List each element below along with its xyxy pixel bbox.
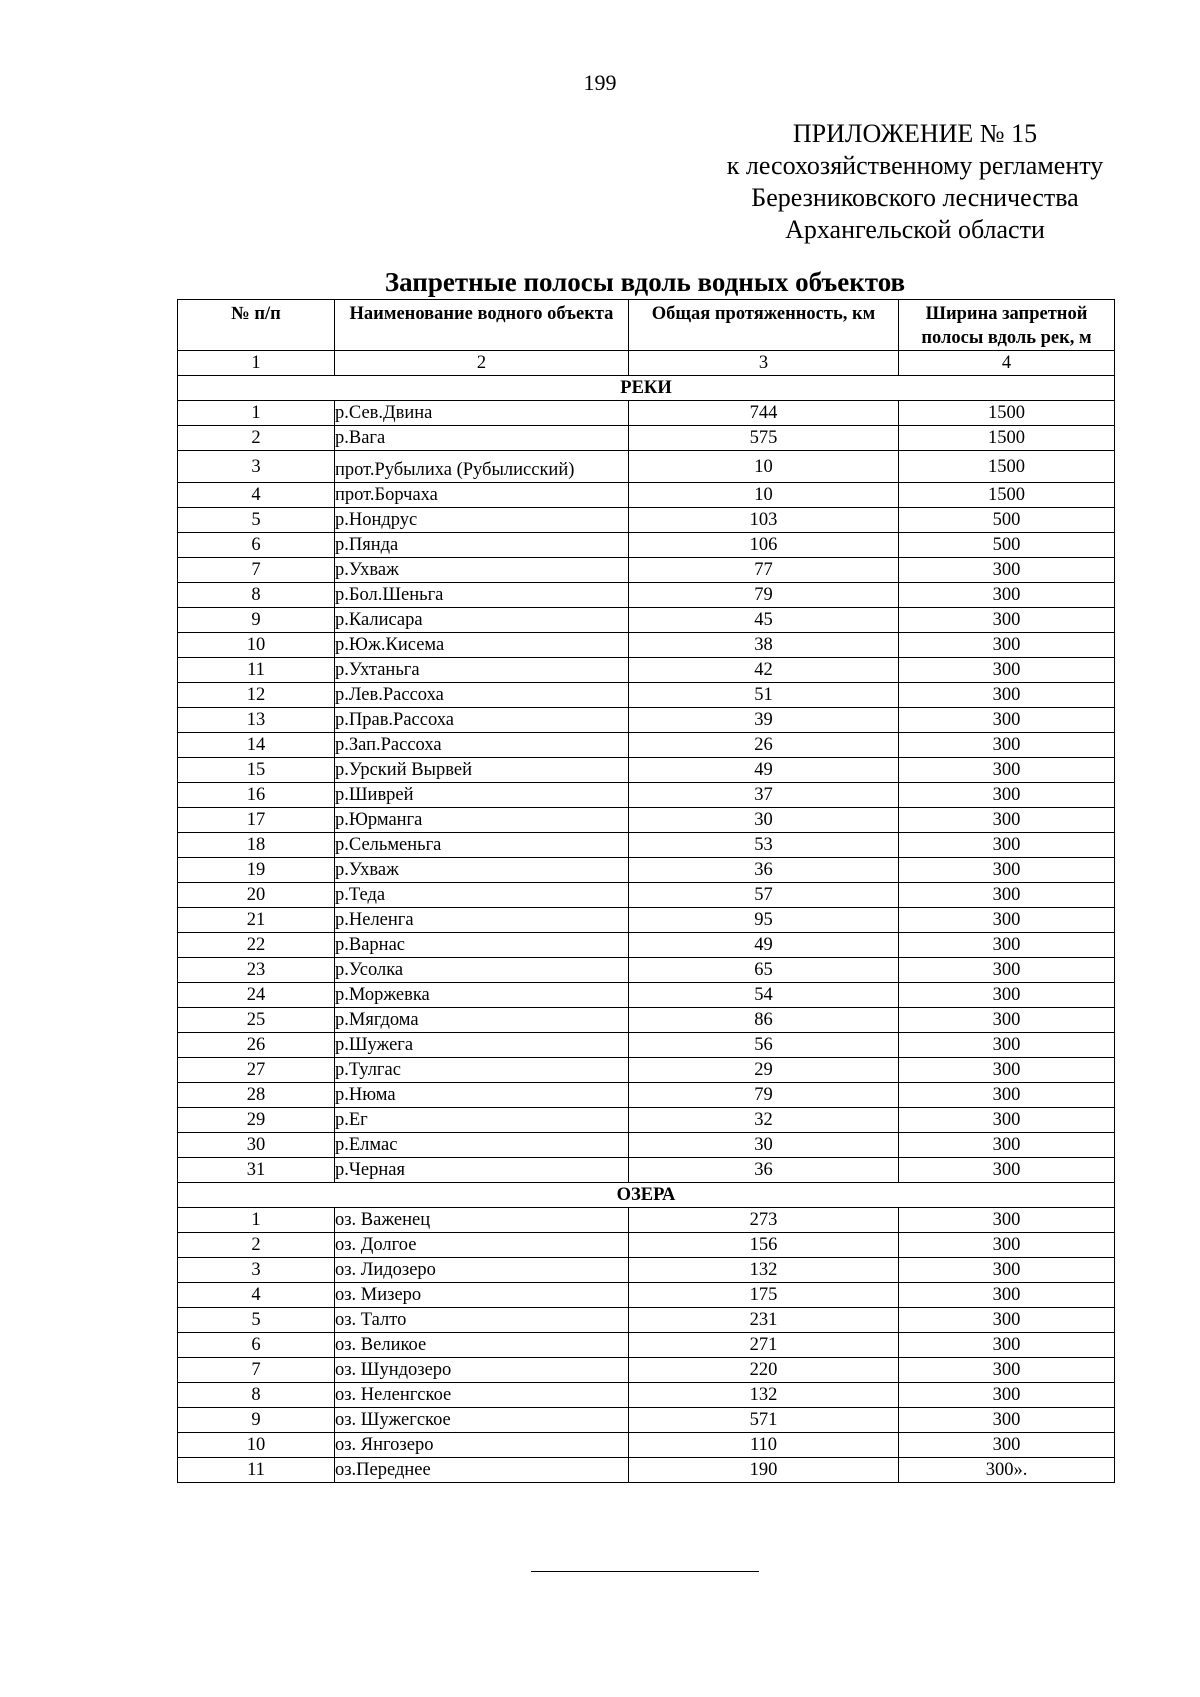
table-row bbox=[178, 658, 1115, 683]
row-index: 31 bbox=[178, 1158, 335, 1183]
table-row bbox=[178, 1408, 1115, 1433]
row-object-name: оз. Долгое bbox=[335, 1233, 629, 1258]
row-object-name: р.Бол.Шеньга bbox=[335, 583, 629, 608]
row-length: 36 bbox=[629, 858, 899, 883]
row-length: 77 bbox=[629, 558, 899, 583]
row-index: 7 bbox=[178, 558, 335, 583]
row-width: 300 bbox=[899, 783, 1115, 808]
row-index: 27 bbox=[178, 1058, 335, 1083]
row-width: 300 bbox=[899, 833, 1115, 858]
row-index: 15 bbox=[178, 758, 335, 783]
row-index: 1 bbox=[178, 1208, 335, 1233]
row-object-name: оз. Мизеро bbox=[335, 1283, 629, 1308]
section-label-rivers: РЕКИ bbox=[178, 376, 1115, 401]
table-row bbox=[178, 508, 1115, 533]
row-index: 3 bbox=[178, 1258, 335, 1283]
table-row bbox=[178, 1208, 1115, 1233]
row-index: 5 bbox=[178, 1308, 335, 1333]
table-row bbox=[178, 758, 1115, 783]
table-row bbox=[178, 683, 1115, 708]
appendix-region: Архангельской области bbox=[785, 215, 1045, 244]
row-object-name: р.Шужега bbox=[335, 1033, 629, 1058]
row-index: 6 bbox=[178, 533, 335, 558]
row-length: 56 bbox=[629, 1033, 899, 1058]
row-length: 86 bbox=[629, 1008, 899, 1033]
row-length: 110 bbox=[629, 1433, 899, 1458]
row-length: 79 bbox=[629, 583, 899, 608]
row-object-name: р.Зап.Рассоха bbox=[335, 733, 629, 758]
row-length: 744 bbox=[629, 401, 899, 426]
row-object-name: р.Лев.Рассоха bbox=[335, 683, 629, 708]
row-length: 273 bbox=[629, 1208, 899, 1233]
row-object-name: оз.Переднее bbox=[335, 1458, 629, 1483]
row-width: 300 bbox=[899, 958, 1115, 983]
row-index: 13 bbox=[178, 708, 335, 733]
row-index: 9 bbox=[178, 1408, 335, 1433]
row-object-name: р.Теда bbox=[335, 883, 629, 908]
row-index: 10 bbox=[178, 633, 335, 658]
row-length: 51 bbox=[629, 683, 899, 708]
row-index: 23 bbox=[178, 958, 335, 983]
section-label-lakes: ОЗЕРА bbox=[178, 1183, 1115, 1208]
row-object-name: р.Мягдома bbox=[335, 1008, 629, 1033]
row-width: 300 bbox=[899, 558, 1115, 583]
row-object-name: р.Тулгас bbox=[335, 1058, 629, 1083]
row-object-name: р.Варнас bbox=[335, 933, 629, 958]
row-width: 300 bbox=[899, 733, 1115, 758]
row-object-name: оз. Шужегское bbox=[335, 1408, 629, 1433]
row-length: 38 bbox=[629, 633, 899, 658]
row-length: 36 bbox=[629, 1158, 899, 1183]
row-width: 300 bbox=[899, 1208, 1115, 1233]
row-width: 1500 bbox=[899, 401, 1115, 426]
table-row bbox=[178, 1033, 1115, 1058]
row-width: 300 bbox=[899, 1083, 1115, 1108]
row-width: 300 bbox=[899, 1108, 1115, 1133]
row-object-name: р.Калисара bbox=[335, 608, 629, 633]
row-index: 8 bbox=[178, 1383, 335, 1408]
page-number: 199 bbox=[583, 70, 617, 95]
row-object-name: р.Моржевка bbox=[335, 983, 629, 1008]
row-length: 49 bbox=[629, 933, 899, 958]
water-objects-table bbox=[177, 299, 1115, 1483]
row-length: 132 bbox=[629, 1383, 899, 1408]
row-length: 29 bbox=[629, 1058, 899, 1083]
table-row bbox=[178, 533, 1115, 558]
table-row bbox=[178, 1158, 1115, 1183]
table-row bbox=[178, 1333, 1115, 1358]
row-width: 300 bbox=[899, 1133, 1115, 1158]
row-length: 53 bbox=[629, 833, 899, 858]
row-index: 1 bbox=[178, 401, 335, 426]
table-row bbox=[178, 1083, 1115, 1108]
table-row bbox=[178, 783, 1115, 808]
row-index: 10 bbox=[178, 1433, 335, 1458]
row-index: 21 bbox=[178, 908, 335, 933]
row-index: 11 bbox=[178, 1458, 335, 1483]
row-width: 300 bbox=[899, 1058, 1115, 1083]
table-row bbox=[178, 1133, 1115, 1158]
row-index: 5 bbox=[178, 508, 335, 533]
row-index: 11 bbox=[178, 658, 335, 683]
column-number: 1 bbox=[178, 351, 335, 376]
row-index: 19 bbox=[178, 858, 335, 883]
row-width: 300 bbox=[899, 1033, 1115, 1058]
header-length: Общая протяженность, км bbox=[629, 300, 899, 351]
row-object-name: р.Ухваж bbox=[335, 558, 629, 583]
row-object-name: р.Юж.Кисема bbox=[335, 633, 629, 658]
row-index: 24 bbox=[178, 983, 335, 1008]
column-number: 2 bbox=[335, 351, 629, 376]
row-width: 300 bbox=[899, 1383, 1115, 1408]
row-width: 300 bbox=[899, 708, 1115, 733]
row-index: 4 bbox=[178, 1283, 335, 1308]
row-width: 300 bbox=[899, 883, 1115, 908]
row-length: 220 bbox=[629, 1358, 899, 1383]
table-row bbox=[178, 983, 1115, 1008]
row-length: 57 bbox=[629, 883, 899, 908]
row-index: 4 bbox=[178, 483, 335, 508]
row-length: 32 bbox=[629, 1108, 899, 1133]
row-width: 300 bbox=[899, 1233, 1115, 1258]
table-row bbox=[178, 1258, 1115, 1283]
table-row bbox=[178, 583, 1115, 608]
row-width: 300 bbox=[899, 1283, 1115, 1308]
row-object-name: р.Прав.Рассоха bbox=[335, 708, 629, 733]
row-index: 9 bbox=[178, 608, 335, 633]
row-object-name: р.Ухваж bbox=[335, 858, 629, 883]
row-index: 30 bbox=[178, 1133, 335, 1158]
table-row bbox=[178, 1008, 1115, 1033]
row-width: 300 bbox=[899, 1158, 1115, 1183]
row-object-name: р.Нондрус bbox=[335, 508, 629, 533]
header-name: Наименование водного объекта bbox=[335, 300, 629, 351]
row-length: 156 bbox=[629, 1233, 899, 1258]
row-object-name: р.Неленга bbox=[335, 908, 629, 933]
row-object-name: оз. Шундозеро bbox=[335, 1358, 629, 1383]
section-row-rivers bbox=[178, 376, 1115, 401]
row-index: 12 bbox=[178, 683, 335, 708]
row-object-name: р.Усолка bbox=[335, 958, 629, 983]
table-row bbox=[178, 1383, 1115, 1408]
row-length: 132 bbox=[629, 1258, 899, 1283]
table-row bbox=[178, 808, 1115, 833]
row-object-name: р.Сев.Двина bbox=[335, 401, 629, 426]
row-index: 22 bbox=[178, 933, 335, 958]
row-width: 300 bbox=[899, 633, 1115, 658]
row-width: 300 bbox=[899, 1308, 1115, 1333]
row-index: 20 bbox=[178, 883, 335, 908]
row-length: 54 bbox=[629, 983, 899, 1008]
row-object-name: оз. Важенец bbox=[335, 1208, 629, 1233]
row-width: 1500 bbox=[899, 483, 1115, 508]
row-width: 300 bbox=[899, 908, 1115, 933]
row-width: 300 bbox=[899, 1408, 1115, 1433]
row-length: 39 bbox=[629, 708, 899, 733]
row-index: 6 bbox=[178, 1333, 335, 1358]
row-length: 65 bbox=[629, 958, 899, 983]
row-length: 79 bbox=[629, 1083, 899, 1108]
row-width: 300 bbox=[899, 1008, 1115, 1033]
row-width: 300 bbox=[899, 1333, 1115, 1358]
row-object-name: оз. Лидозеро bbox=[335, 1258, 629, 1283]
table-row bbox=[178, 1433, 1115, 1458]
row-length: 231 bbox=[629, 1308, 899, 1333]
row-width: 300 bbox=[899, 683, 1115, 708]
section-row-lakes bbox=[178, 1183, 1115, 1208]
row-length: 103 bbox=[629, 508, 899, 533]
row-object-name: р.Урский Вырвей bbox=[335, 758, 629, 783]
row-width: 300 bbox=[899, 1358, 1115, 1383]
row-index: 2 bbox=[178, 426, 335, 451]
table-header-row bbox=[178, 300, 1115, 351]
table-row bbox=[178, 1458, 1115, 1483]
row-object-name: оз. Янгозеро bbox=[335, 1433, 629, 1458]
appendix-heading bbox=[695, 118, 1135, 246]
row-length: 271 bbox=[629, 1333, 899, 1358]
row-length: 10 bbox=[629, 483, 899, 508]
table-row bbox=[178, 1358, 1115, 1383]
footer-rule bbox=[531, 1571, 759, 1572]
row-object-name: р.Елмас bbox=[335, 1133, 629, 1158]
table-row bbox=[178, 1058, 1115, 1083]
row-length: 49 bbox=[629, 758, 899, 783]
row-index: 14 bbox=[178, 733, 335, 758]
row-length: 30 bbox=[629, 1133, 899, 1158]
row-index: 26 bbox=[178, 1033, 335, 1058]
table-row bbox=[178, 1233, 1115, 1258]
row-width: 300 bbox=[899, 583, 1115, 608]
row-index: 28 bbox=[178, 1083, 335, 1108]
table-row bbox=[178, 1108, 1115, 1133]
row-width: 300 bbox=[899, 658, 1115, 683]
table-row bbox=[178, 451, 1115, 483]
table-row bbox=[178, 708, 1115, 733]
table-row bbox=[178, 608, 1115, 633]
row-width: 300 bbox=[899, 758, 1115, 783]
row-width: 500 bbox=[899, 508, 1115, 533]
header-width: Ширина запретной полосы вдоль рек, м bbox=[899, 300, 1115, 351]
row-index: 7 bbox=[178, 1358, 335, 1383]
row-width: 300 bbox=[899, 933, 1115, 958]
row-length: 10 bbox=[629, 451, 899, 483]
row-index: 2 bbox=[178, 1233, 335, 1258]
row-width: 500 bbox=[899, 533, 1115, 558]
row-object-name: прот.Борчаха bbox=[335, 483, 629, 508]
table-row bbox=[178, 1283, 1115, 1308]
table-row bbox=[178, 933, 1115, 958]
row-object-name: оз. Великое bbox=[335, 1333, 629, 1358]
row-width: 1500 bbox=[899, 426, 1115, 451]
row-length: 106 bbox=[629, 533, 899, 558]
row-index: 25 bbox=[178, 1008, 335, 1033]
row-width: 300 bbox=[899, 1433, 1115, 1458]
appendix-forestry: Березниковского лесничества bbox=[751, 183, 1079, 212]
header-index: № п/п bbox=[178, 300, 335, 351]
table-row bbox=[178, 858, 1115, 883]
row-width: 300 bbox=[899, 1258, 1115, 1283]
row-object-name: р.Пянда bbox=[335, 533, 629, 558]
row-object-name: оз. Талто bbox=[335, 1308, 629, 1333]
column-number: 3 bbox=[629, 351, 899, 376]
table-row bbox=[178, 483, 1115, 508]
table-row bbox=[178, 883, 1115, 908]
row-index: 8 bbox=[178, 583, 335, 608]
document-title: Запретные полосы вдоль водных объектов bbox=[384, 267, 906, 297]
row-object-name: р.Сельменьга bbox=[335, 833, 629, 858]
table-row bbox=[178, 733, 1115, 758]
table-row bbox=[178, 401, 1115, 426]
appendix-regulation: к лесохозяйственному регламенту bbox=[726, 151, 1104, 180]
row-object-name: р.Юрманга bbox=[335, 808, 629, 833]
table-body bbox=[178, 351, 1115, 1483]
row-index: 16 bbox=[178, 783, 335, 808]
row-object-name: р.Вага bbox=[335, 426, 629, 451]
row-width: 300 bbox=[899, 608, 1115, 633]
row-object-name: прот.Рубылиха (Рубылисский) bbox=[335, 451, 629, 483]
row-object-name: р.Нюма bbox=[335, 1083, 629, 1108]
table-row bbox=[178, 633, 1115, 658]
column-number-row bbox=[178, 351, 1115, 376]
row-length: 45 bbox=[629, 608, 899, 633]
appendix-number: ПРИЛОЖЕНИЕ № 15 bbox=[792, 119, 1038, 148]
row-index: 18 bbox=[178, 833, 335, 858]
row-object-name: р.Ухтаньга bbox=[335, 658, 629, 683]
row-object-name: р.Черная bbox=[335, 1158, 629, 1183]
row-object-name: р.Ег bbox=[335, 1108, 629, 1133]
table-row bbox=[178, 426, 1115, 451]
row-length: 30 bbox=[629, 808, 899, 833]
row-length: 95 bbox=[629, 908, 899, 933]
row-length: 175 bbox=[629, 1283, 899, 1308]
row-index: 3 bbox=[178, 451, 335, 483]
row-width: 300 bbox=[899, 983, 1115, 1008]
table-row bbox=[178, 1308, 1115, 1333]
row-index: 17 bbox=[178, 808, 335, 833]
row-length: 42 bbox=[629, 658, 899, 683]
table-row bbox=[178, 833, 1115, 858]
row-length: 190 bbox=[629, 1458, 899, 1483]
row-object-name: оз. Неленгское bbox=[335, 1383, 629, 1408]
row-width: 1500 bbox=[899, 451, 1115, 483]
column-number: 4 bbox=[899, 351, 1115, 376]
row-length: 575 bbox=[629, 426, 899, 451]
row-width: 300 bbox=[899, 808, 1115, 833]
row-width: 300 bbox=[899, 858, 1115, 883]
table-row bbox=[178, 958, 1115, 983]
row-length: 37 bbox=[629, 783, 899, 808]
row-width: 300». bbox=[899, 1458, 1115, 1483]
row-index: 29 bbox=[178, 1108, 335, 1133]
row-object-name: р.Шиврей bbox=[335, 783, 629, 808]
table-row bbox=[178, 908, 1115, 933]
row-length: 571 bbox=[629, 1408, 899, 1433]
table-row bbox=[178, 558, 1115, 583]
row-length: 26 bbox=[629, 733, 899, 758]
